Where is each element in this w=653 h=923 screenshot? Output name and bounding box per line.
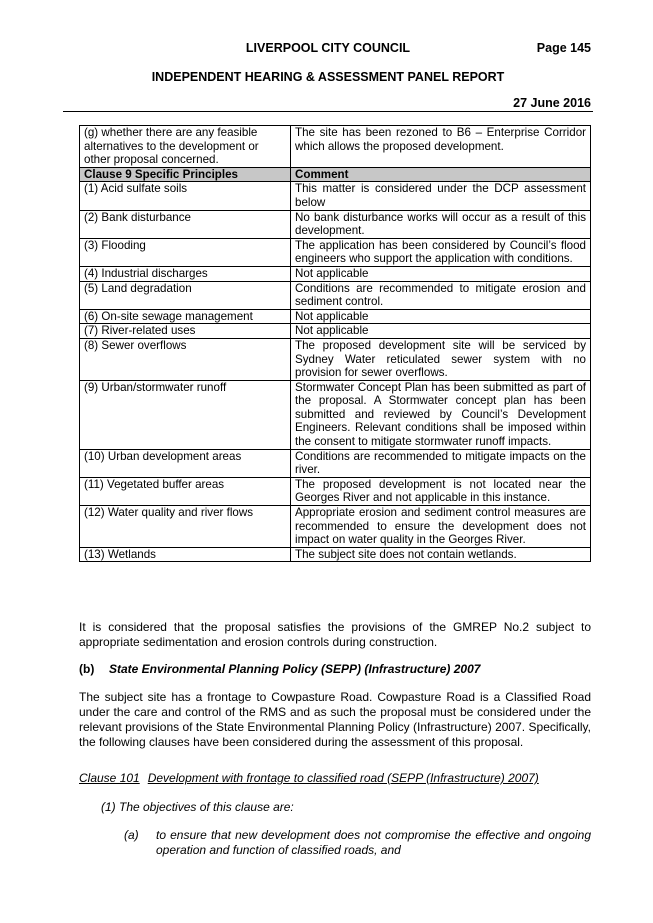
table-row [80, 380, 591, 449]
principle-cell: (13) Wetlands [80, 547, 291, 562]
principle-cell: (12) Water quality and river flows [80, 506, 291, 548]
table-row [80, 477, 591, 505]
table-row [80, 182, 591, 210]
principle-cell: (1) Acid sulfate soils [80, 182, 291, 210]
table-row [80, 338, 591, 380]
table-header-row [80, 167, 591, 182]
principle-cell: (g) whether there are any feasible alternatives to the development or other proposal concerned. [80, 126, 291, 168]
comment-cell: The proposed development site will be serviced by Sydney Water reticulated sewer system with no provision for sewer overflows. [291, 338, 591, 380]
objective-item [124, 828, 591, 858]
principles-table [79, 125, 591, 562]
comment-cell: Not applicable [291, 266, 591, 281]
gmrep-conclusion-paragraph: It is considered that the proposal satisfies the provisions of the GMREP No.2 subject to appropriate sedimentation and erosion controls during construction. [79, 620, 591, 649]
clause-number: Clause 101 [79, 771, 140, 785]
comment-cell: No bank disturbance works will occur as a result of this development. [291, 210, 591, 238]
council-name: LIVERPOOL CITY COUNCIL [245, 41, 411, 55]
comment-cell: Not applicable [291, 309, 591, 324]
objectives-intro: (1) The objectives of this clause are: [101, 800, 294, 814]
table-row [80, 238, 591, 266]
table-row [80, 506, 591, 548]
principle-cell: (4) Industrial discharges [80, 266, 291, 281]
table-row [80, 449, 591, 477]
table-row [80, 210, 591, 238]
comment-cell: Stormwater Concept Plan has been submitted as part of the proposal. A Stormwater concept plan has been submitted and reviewed by Council’s Development Engineers. Relevant conditions shall be imposed within the consent to mitigate stormwater runoff impacts. [291, 380, 591, 449]
comment-cell: The application has been considered by Council’s flood engineers who support the application with conditions. [291, 238, 591, 266]
principle-cell: (6) On-site sewage management [80, 309, 291, 324]
comment-cell: This matter is considered under the DCP assessment below [291, 182, 591, 210]
table-row [80, 126, 591, 168]
comment-column-header: Comment [291, 167, 591, 182]
table-row [80, 281, 591, 309]
principle-cell: (11) Vegetated buffer areas [80, 477, 291, 505]
principle-cell: (8) Sewer overflows [80, 338, 291, 380]
clause-title: Development with frontage to classified road (SEPP (Infrastructure) 2007) [147, 771, 539, 785]
principle-cell: (3) Flooding [80, 238, 291, 266]
principle-cell: (5) Land degradation [80, 281, 291, 309]
comment-cell: Conditions are recommended to mitigate erosion and sediment control. [291, 281, 591, 309]
sepp-paragraph: The subject site has a frontage to Cowpasture Road. Cowpasture Road is a Classified Road under the care and control of the RMS and as such the proposal must be considered under the relevant provisions of the State Environmental Planning Policy (Infrastructure) 2007. Specifically, the following clauses have been considered during the assessment of this proposal. [79, 690, 591, 749]
objective-label: (a) [124, 828, 139, 842]
section-label: (b) [79, 662, 95, 676]
comment-cell: Conditions are recommended to mitigate impacts on the river. [291, 449, 591, 477]
report-title: INDEPENDENT HEARING & ASSESSMENT PANEL REPORT [151, 70, 505, 84]
comment-cell: Not applicable [291, 324, 591, 339]
objective-text: to ensure that new development does not compromise the effective and ongoing operation and function of classified roads, and [156, 828, 591, 857]
section-heading [79, 662, 591, 676]
table-row [80, 266, 591, 281]
running-header [63, 41, 593, 57]
principle-cell: (7) River-related uses [80, 324, 291, 339]
comment-cell: The site has been rezoned to B6 – Enterprise Corridor which allows the proposed development. [291, 126, 591, 168]
table-row [80, 309, 591, 324]
principles-column-header: Clause 9 Specific Principles [80, 167, 291, 182]
table-row [80, 547, 591, 562]
principle-cell: (10) Urban development areas [80, 449, 291, 477]
clause-101-heading [79, 771, 591, 785]
header-rule [63, 111, 593, 112]
comment-cell: The proposed development is not located near the Georges River and not applicable in this instance. [291, 477, 591, 505]
comment-cell: The subject site does not contain wetlands. [291, 547, 591, 562]
principle-cell: (2) Bank disturbance [80, 210, 291, 238]
table-row [80, 324, 591, 339]
principle-cell: (9) Urban/stormwater runoff [80, 380, 291, 449]
section-title: State Environmental Planning Policy (SEPP) (Infrastructure) 2007 [109, 662, 481, 676]
report-date: 27 June 2016 [513, 96, 591, 110]
comment-cell: Appropriate erosion and sediment control measures are recommended to ensure the development does not impact on water quality in the Georges River. [291, 506, 591, 548]
page-number: Page 145 [536, 41, 591, 55]
